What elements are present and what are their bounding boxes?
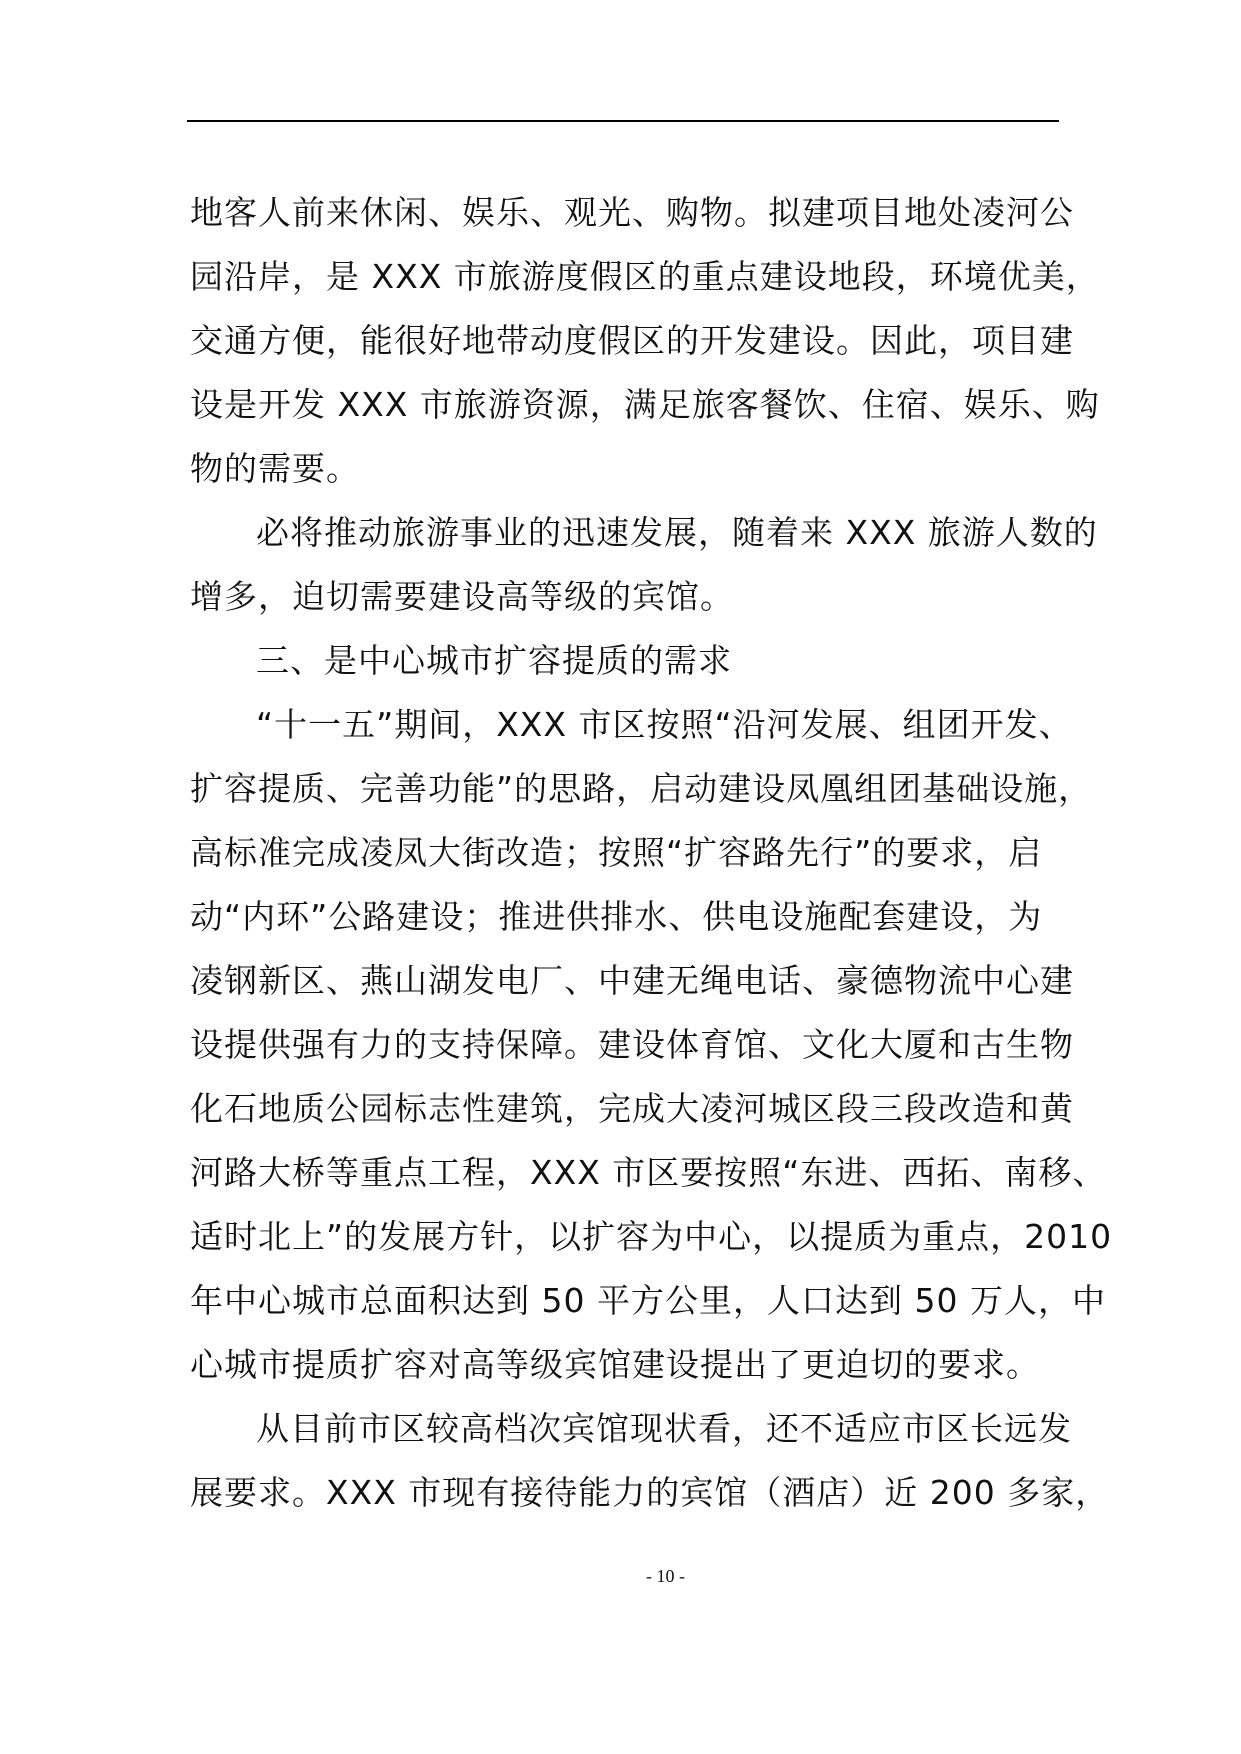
page-number: - 10 - [646,1566,685,1586]
text-line: 交通方便，能很好地带动度假区的开发建设。因此，项目建 [190,321,1074,360]
paragraph-start-line: 必将推动旅游事业的迅速发展，随着来 XXX 旅游人数的 [256,513,1098,552]
text-line: 化石地质公园标志性建筑，完成大凌河城区段三段改造和黄 [190,1089,1074,1128]
text-line: 凌钢新区、燕山湖发电厂、中建无绳电话、豪德物流中心建 [190,961,1074,1000]
text-line: 增多，迫切需要建设高等级的宾馆。 [190,577,734,616]
text-line: 物的需要。 [190,449,360,488]
header-rule [187,120,1059,122]
text-line: 高标准完成凌凤大街改造；按照“扩容路先行”的要求，启 [190,833,1043,872]
paragraph-start-line: “十一五”期间，XXX 市区按照“沿河发展、组团开发、 [256,705,1073,744]
text-line: 展要求。XXX 市现有接待能力的宾馆（酒店）近 200 多家， [190,1473,1110,1512]
text-line: 设是开发 XXX 市旅游资源，满足旅客餐饮、住宿、娱乐、购 [190,385,1100,424]
text-line: 年中心城市总面积达到 50 平方公里，人口达到 50 万人，中 [190,1281,1106,1320]
section-heading: 三、是中心城市扩容提质的需求 [256,641,732,680]
text-line: 心城市提质扩容对高等级宾馆建设提出了更迫切的要求。 [190,1345,1040,1384]
body-text [190,181,1113,1525]
paragraph-start-line: 从目前市区较高档次宾馆现状看，还不适应市区长远发 [256,1409,1072,1448]
text-line: 适时北上”的发展方针，以扩容为中心，以提质为重点，2010 [190,1217,1113,1256]
text-line: 地客人前来休闲、娱乐、观光、购物。拟建项目地处凌河公 [190,193,1074,232]
text-line: 园沿岸，是 XXX 市旅游度假区的重点建设地段，环境优美， [190,257,1100,296]
text-line: 设提供强有力的支持保障。建设体育馆、文化大厦和古生物 [190,1025,1074,1064]
text-line: 扩容提质、完善功能”的思路，启动建设凤凰组团基础设施， [190,769,1093,808]
text-line: 河路大桥等重点工程，XXX 市区要按照“东进、西拓、南移、 [190,1153,1107,1192]
text-line: 动“内环”公路建设；推进供排水、供电设施配套建设，为 [190,897,1043,936]
